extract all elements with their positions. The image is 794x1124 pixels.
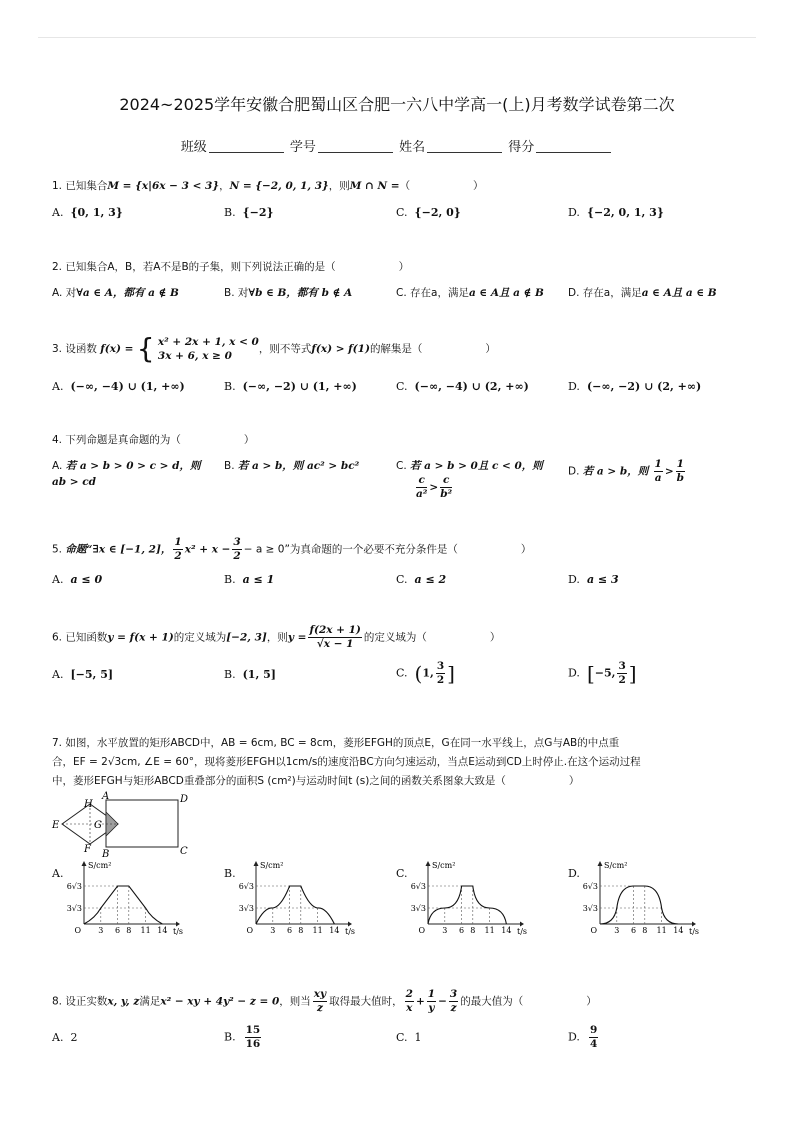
option-d[interactable] bbox=[568, 572, 619, 588]
class-label: 班级 bbox=[180, 140, 207, 155]
x-axis-label: t/s bbox=[689, 927, 700, 936]
fraction bbox=[440, 474, 452, 501]
operator: − bbox=[438, 995, 447, 1008]
right-bracket-icon: ] bbox=[447, 661, 455, 686]
x-tick-label: 3 bbox=[442, 926, 448, 935]
stem-math: x² + x − bbox=[184, 543, 231, 556]
option-b[interactable] bbox=[224, 205, 274, 221]
option-label: C. bbox=[396, 206, 408, 219]
option-a[interactable] bbox=[52, 1030, 77, 1046]
stem-math: x² − xy + 4y² − z = 0 bbox=[160, 995, 280, 1008]
x-axis-arrow-icon bbox=[692, 922, 696, 927]
option-label: C. bbox=[396, 460, 407, 472]
denominator: a bbox=[654, 472, 662, 484]
right-bracket-icon: ] bbox=[628, 661, 637, 686]
option-value: a ≤ 2 bbox=[414, 573, 447, 586]
x-tick-label: 6 bbox=[459, 926, 465, 935]
y-tick-label: 6√3 bbox=[582, 882, 598, 891]
x-tick-label: 6 bbox=[631, 926, 637, 935]
option-c[interactable] bbox=[396, 660, 455, 687]
stem-math: M ∩ N = bbox=[349, 180, 400, 192]
fraction bbox=[308, 624, 361, 651]
option-b[interactable] bbox=[224, 458, 359, 474]
denominator: a² bbox=[416, 488, 428, 500]
stem-math: M = {x|6x − 3 < 3} bbox=[107, 180, 220, 192]
label-e: E bbox=[52, 820, 60, 831]
graph-option-d[interactable] bbox=[580, 858, 700, 936]
stem-math: y = f(x + 1) bbox=[107, 631, 174, 644]
stem-text: ，则不等式 bbox=[258, 343, 312, 355]
stem-math: [−2, 3] bbox=[226, 631, 267, 644]
label-c: C bbox=[180, 846, 188, 857]
x-tick-label: 8 bbox=[298, 926, 304, 935]
option-label: C. bbox=[396, 573, 408, 586]
x-axis-arrow-icon bbox=[176, 922, 180, 927]
label-g: G bbox=[94, 820, 102, 831]
stem-math: f(x) > f(1) bbox=[311, 343, 370, 355]
y-tick-label: 6√3 bbox=[410, 882, 426, 891]
option-text: 存在a，满足 bbox=[410, 287, 469, 299]
option-label: C. bbox=[396, 867, 408, 880]
stem-math: x, y, z bbox=[107, 995, 140, 1008]
fraction bbox=[449, 988, 458, 1015]
label-a: A bbox=[102, 791, 110, 802]
option-value: a ≤ 1 bbox=[242, 573, 275, 586]
y-axis-arrow-icon bbox=[598, 861, 603, 866]
stem-text: （ ） bbox=[399, 180, 484, 192]
y-axis-label: S/cm² bbox=[260, 861, 284, 870]
graph-option-a[interactable] bbox=[64, 858, 184, 936]
stem-text: ， bbox=[219, 180, 230, 192]
x-axis-label: t/s bbox=[517, 927, 528, 936]
option-label: A. bbox=[52, 380, 64, 393]
stem-text: − a ≥ 0”为真命题的一个必要不充分条件是（ ） bbox=[243, 543, 532, 556]
x-tick-label: 8 bbox=[126, 926, 132, 935]
option-value: {−2, 0, 1, 3} bbox=[586, 206, 664, 219]
fraction bbox=[416, 474, 427, 501]
option-label: B. bbox=[224, 380, 236, 393]
label-d: D bbox=[180, 794, 189, 805]
fraction bbox=[427, 988, 436, 1015]
question-8 bbox=[52, 988, 754, 1015]
x-tick-label: 6 bbox=[287, 926, 293, 935]
numerator: 1 bbox=[427, 988, 436, 1000]
option-math: a ∈ A且 a ∈ B bbox=[641, 287, 717, 299]
option-c[interactable] bbox=[396, 285, 544, 301]
y-axis-label: S/cm² bbox=[88, 861, 112, 870]
option-label: D. bbox=[568, 206, 580, 219]
function-curve bbox=[600, 886, 678, 924]
origin-label: O bbox=[74, 926, 81, 935]
option-text: 存在a，满足 bbox=[582, 287, 642, 299]
denominator: √x − 1 bbox=[316, 638, 354, 650]
question-number: 2. bbox=[52, 261, 63, 273]
x-tick-label: 11 bbox=[312, 926, 323, 935]
label-b: B bbox=[102, 849, 110, 858]
page-header-rule bbox=[38, 37, 756, 38]
x-axis-label: t/s bbox=[345, 927, 356, 936]
brace-icon: { bbox=[136, 332, 155, 365]
option-math: 若 a > b > 0且 c < 0，则 bbox=[410, 460, 543, 472]
option-a[interactable] bbox=[52, 205, 123, 221]
label-h: H bbox=[84, 799, 93, 810]
denominator: y bbox=[428, 1002, 435, 1014]
option-math: 若 a > b，则 bbox=[582, 465, 649, 478]
numerator: 1 bbox=[654, 458, 662, 470]
denominator: z bbox=[316, 1002, 323, 1014]
option-label: B. bbox=[224, 867, 236, 880]
question-5 bbox=[52, 536, 754, 563]
stem-math: 命题“∃x ∈ [−1, 2]， bbox=[65, 543, 172, 556]
option-value: {−2, 0} bbox=[414, 206, 461, 219]
question-1 bbox=[52, 178, 754, 194]
option-label: B. bbox=[224, 206, 236, 219]
y-tick-label: 3√3 bbox=[410, 904, 426, 913]
left-paren-icon: ( bbox=[414, 661, 423, 686]
fraction bbox=[245, 1024, 262, 1051]
numerator: 9 bbox=[589, 1024, 598, 1036]
option-c[interactable] bbox=[396, 1030, 422, 1046]
option-d[interactable] bbox=[568, 458, 687, 485]
stem-text: 下列命题是真命题的为（ ） bbox=[65, 434, 255, 446]
score-blank[interactable] bbox=[536, 152, 611, 153]
fraction bbox=[676, 458, 685, 485]
name-blank[interactable] bbox=[427, 152, 502, 153]
option-text: 对 bbox=[65, 287, 77, 299]
option-label: C. bbox=[396, 287, 407, 299]
option-value: (−∞, −2) ∪ (2, +∞) bbox=[586, 380, 702, 393]
option-value: −5, bbox=[594, 666, 616, 680]
option-label: D. bbox=[568, 867, 580, 880]
x-axis-arrow-icon bbox=[520, 922, 524, 927]
option-c[interactable] bbox=[396, 379, 529, 395]
question-number: 5. bbox=[52, 543, 63, 556]
option-label: A. bbox=[52, 206, 64, 219]
denominator: x bbox=[406, 1002, 413, 1014]
option-value: 1 bbox=[414, 1031, 422, 1044]
graph-option-b[interactable] bbox=[236, 858, 356, 936]
option-label: A. bbox=[52, 287, 63, 299]
option-value: {−2} bbox=[242, 206, 274, 219]
option-b[interactable] bbox=[224, 1024, 263, 1051]
option-value: a ≤ 0 bbox=[70, 573, 103, 586]
piece-row-2: 3x + 6, x ≥ 0 bbox=[157, 350, 232, 362]
function-curve bbox=[256, 886, 334, 924]
x-tick-label: 14 bbox=[501, 926, 512, 935]
denominator: 2 bbox=[618, 674, 626, 686]
option-math: ∀b ∈ B，都有 b ∉ A bbox=[248, 287, 353, 299]
option-value: [−5, 5] bbox=[70, 668, 114, 681]
option-a[interactable] bbox=[52, 285, 179, 301]
denominator: b² bbox=[440, 488, 453, 500]
question-2 bbox=[52, 259, 754, 275]
fraction bbox=[589, 1024, 598, 1051]
option-label: B. bbox=[224, 573, 236, 586]
fraction bbox=[654, 458, 663, 485]
option-value: (1, 5] bbox=[242, 668, 276, 681]
x-tick-label: 14 bbox=[329, 926, 340, 935]
option-label: D. bbox=[568, 287, 580, 299]
fraction bbox=[313, 988, 327, 1015]
numerator: c bbox=[416, 474, 427, 488]
stem-text: ，则 bbox=[266, 631, 288, 644]
stem-text: 的解集是（ ） bbox=[369, 343, 496, 355]
option-d[interactable] bbox=[568, 660, 637, 687]
question-7-line-3: 中，菱形EFGH与矩形ABCD重叠部分的面积S (cm²)与运动时间t (s)之间的函数关系图象大致是（ ） bbox=[52, 775, 580, 787]
denominator: 2 bbox=[233, 550, 241, 562]
numerator: c bbox=[440, 474, 452, 488]
stem-text: 已知集合A，B，若A不是B的子集，则下列说法正确的是（ ） bbox=[65, 261, 410, 273]
option-d[interactable] bbox=[568, 285, 717, 301]
x-tick-label: 3 bbox=[614, 926, 620, 935]
stem-math: f(x) = bbox=[100, 343, 134, 355]
origin-label: O bbox=[590, 926, 597, 935]
option-label: D. bbox=[568, 573, 580, 586]
option-a[interactable] bbox=[52, 458, 200, 490]
function-curve bbox=[428, 886, 506, 924]
stem-text: 满足 bbox=[139, 995, 161, 1008]
option-b[interactable] bbox=[224, 572, 274, 588]
option-label: C. bbox=[396, 380, 408, 393]
x-tick-label: 3 bbox=[270, 926, 276, 935]
option-b[interactable] bbox=[224, 667, 276, 683]
x-tick-label: 3 bbox=[98, 926, 104, 935]
option-label: A. bbox=[52, 573, 64, 586]
y-axis-arrow-icon bbox=[426, 861, 431, 866]
student-id-blank[interactable] bbox=[318, 152, 393, 153]
question-3 bbox=[52, 332, 754, 365]
operator: + bbox=[415, 995, 425, 1008]
stem-text: 已知函数 bbox=[65, 631, 108, 644]
option-label: B. bbox=[224, 1030, 236, 1044]
option-d[interactable] bbox=[568, 205, 664, 221]
denominator: b bbox=[676, 472, 684, 484]
numerator: f(2x + 1) bbox=[309, 624, 361, 636]
y-tick-label: 6√3 bbox=[66, 882, 82, 891]
fraction bbox=[405, 988, 414, 1015]
operator: > bbox=[664, 465, 674, 478]
denominator: 4 bbox=[589, 1038, 598, 1050]
option-b[interactable] bbox=[224, 379, 357, 395]
denominator: 2 bbox=[436, 674, 445, 686]
question-7-line-1 bbox=[52, 734, 742, 753]
operator: > bbox=[429, 481, 439, 494]
x-axis-label: t/s bbox=[173, 927, 184, 936]
option-a[interactable] bbox=[52, 866, 63, 882]
option-d[interactable] bbox=[568, 1024, 600, 1051]
fraction bbox=[436, 660, 445, 687]
stem-text: 如图，水平放置的矩形ABCD中，AB = 6cm, BC = 8cm，菱形EFGH的顶点E，G在同一水平线上，点G与AB的中点重 bbox=[65, 737, 620, 749]
option-b[interactable] bbox=[224, 285, 352, 301]
numerator: 3 bbox=[436, 660, 445, 672]
option-b[interactable] bbox=[224, 866, 236, 882]
stem-text: 已知集合 bbox=[65, 180, 108, 192]
denominator: 2 bbox=[174, 550, 182, 562]
question-number: 6. bbox=[52, 631, 63, 644]
x-tick-label: 14 bbox=[673, 926, 684, 935]
option-value: 2 bbox=[70, 1031, 78, 1044]
numerator: 15 bbox=[245, 1024, 261, 1036]
numerator: 1 bbox=[174, 536, 182, 548]
function-curve bbox=[84, 886, 162, 924]
option-math: a ∈ A且 a ∉ B bbox=[468, 287, 544, 299]
option-c[interactable] bbox=[396, 205, 461, 221]
question-4 bbox=[52, 432, 754, 448]
exam-title: 2024~2025学年安徽合肥蜀山区合肥一六八中学高一(上)月考数学试卷第二次 bbox=[119, 95, 675, 114]
origin-label: O bbox=[246, 926, 253, 935]
stem-text: 的定义域为（ ） bbox=[363, 631, 501, 644]
piece-row-1: x² + 2x + 1, x < 0 bbox=[157, 336, 259, 348]
numerator: 3 bbox=[618, 660, 626, 672]
option-value: 1, bbox=[422, 666, 434, 680]
option-label: A. bbox=[52, 867, 64, 880]
y-axis-arrow-icon bbox=[254, 861, 259, 866]
stem-text: ，则 bbox=[328, 180, 350, 192]
question-number: 4. bbox=[52, 434, 63, 446]
option-value: {0, 1, 3} bbox=[70, 206, 123, 219]
option-label: B. bbox=[224, 460, 235, 472]
stem-text: 取得最大值时， bbox=[329, 995, 403, 1008]
option-label: C. bbox=[396, 666, 408, 680]
question-1-stem bbox=[52, 178, 754, 194]
left-bracket-icon: [ bbox=[586, 661, 595, 686]
numerator: xy bbox=[313, 988, 327, 1000]
question-number: 3. bbox=[52, 343, 63, 355]
option-value: (−∞, −4) ∪ (1, +∞) bbox=[70, 380, 185, 393]
x-tick-label: 11 bbox=[656, 926, 667, 935]
x-axis-arrow-icon bbox=[348, 922, 352, 927]
numerator: 1 bbox=[676, 458, 684, 470]
stem-text: ，则当 bbox=[279, 995, 311, 1008]
fraction bbox=[232, 536, 241, 563]
x-tick-label: 11 bbox=[140, 926, 151, 935]
student-id-label: 学号 bbox=[289, 140, 316, 155]
question-7 bbox=[52, 734, 742, 791]
question-6 bbox=[52, 624, 754, 651]
y-axis-arrow-icon bbox=[82, 861, 87, 866]
option-c[interactable] bbox=[396, 572, 446, 588]
graph-option-c[interactable] bbox=[408, 858, 528, 936]
option-a[interactable] bbox=[52, 667, 113, 683]
x-tick-label: 14 bbox=[157, 926, 168, 935]
student-info-row bbox=[0, 136, 794, 155]
x-tick-label: 8 bbox=[642, 926, 648, 935]
y-axis-label: S/cm² bbox=[604, 861, 628, 870]
question-number: 1. bbox=[52, 180, 63, 192]
stem-text: 的最大值为（ ） bbox=[460, 995, 597, 1008]
option-math: ab > cd bbox=[52, 476, 96, 488]
stem-math: y = bbox=[287, 631, 307, 644]
option-label: A. bbox=[52, 1031, 64, 1044]
score-label: 得分 bbox=[508, 140, 535, 155]
option-math: ∀a ∈ A，都有 a ∉ B bbox=[76, 287, 179, 299]
option-a[interactable] bbox=[52, 379, 185, 395]
option-label: A. bbox=[52, 460, 63, 472]
question-number: 8. bbox=[52, 995, 63, 1008]
rectangle-rhombus-figure bbox=[50, 790, 200, 858]
stem-text: 设函数 bbox=[65, 343, 97, 355]
y-tick-label: 3√3 bbox=[238, 904, 254, 913]
question-number: 7. bbox=[52, 737, 63, 749]
stem-text: 的定义域为 bbox=[173, 631, 227, 644]
option-label: B. bbox=[224, 287, 235, 299]
option-value: (−∞, −4) ∪ (2, +∞) bbox=[414, 380, 529, 393]
option-value: a ≤ 3 bbox=[586, 573, 619, 586]
option-label: D. bbox=[568, 1030, 580, 1044]
option-label: A. bbox=[52, 668, 64, 681]
numerator: 3 bbox=[233, 536, 241, 548]
option-label: D. bbox=[568, 380, 580, 393]
option-value: (−∞, −2) ∪ (1, +∞) bbox=[242, 380, 357, 393]
y-axis-label: S/cm² bbox=[432, 861, 456, 870]
y-tick-label: 3√3 bbox=[66, 904, 82, 913]
option-label: C. bbox=[396, 1031, 408, 1044]
fraction bbox=[617, 660, 626, 687]
option-a[interactable] bbox=[52, 572, 102, 588]
y-tick-label: 3√3 bbox=[582, 904, 598, 913]
class-blank[interactable] bbox=[209, 152, 284, 153]
denominator: z bbox=[450, 1002, 457, 1014]
numerator: 3 bbox=[449, 988, 458, 1000]
question-7-line-2: 合，EF = 2√3cm, ∠E = 60°，现将菱形EFGH以1cm/s的速度沿BC方向匀速运动，当点E运动到CD上时停止.在这个运动过程 bbox=[52, 756, 641, 768]
option-d[interactable] bbox=[568, 379, 701, 395]
option-math: 若 a > b，则 ac² > bc² bbox=[237, 460, 360, 472]
stem-text: 设正实数 bbox=[65, 995, 108, 1008]
name-label: 姓名 bbox=[399, 140, 426, 155]
numerator: 2 bbox=[405, 988, 413, 1000]
x-tick-label: 8 bbox=[470, 926, 476, 935]
option-label: B. bbox=[224, 668, 236, 681]
option-text: 对 bbox=[237, 287, 249, 299]
piecewise-function bbox=[136, 332, 259, 365]
option-label: D. bbox=[568, 666, 580, 680]
option-c[interactable] bbox=[396, 458, 543, 501]
label-f: F bbox=[84, 844, 91, 855]
stem-math: N = {−2, 0, 1, 3} bbox=[229, 180, 329, 192]
option-math: 若 a > b > 0 > c > d，则 bbox=[65, 460, 201, 472]
x-tick-label: 11 bbox=[484, 926, 495, 935]
origin-label: O bbox=[418, 926, 425, 935]
option-label: D. bbox=[568, 465, 580, 478]
y-tick-label: 6√3 bbox=[238, 882, 254, 891]
option-c[interactable] bbox=[396, 866, 408, 882]
fraction bbox=[173, 536, 182, 563]
x-tick-label: 6 bbox=[115, 926, 121, 935]
denominator: 16 bbox=[245, 1038, 261, 1050]
option-d[interactable] bbox=[568, 866, 580, 882]
